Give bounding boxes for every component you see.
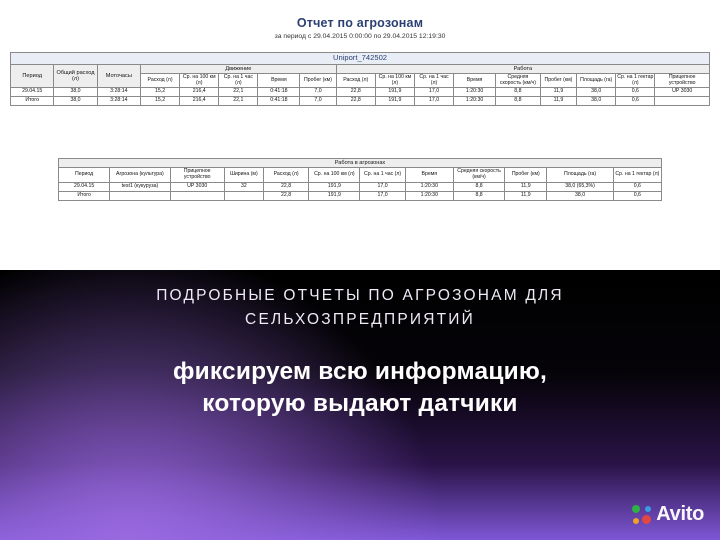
promo-headline-line2: которую выдают датчики [202, 390, 518, 418]
col-header-perha: Ср. на 1 гектар (л) [613, 168, 661, 183]
col-header-w-perhour: Ср. на 1 час (л) [414, 73, 453, 88]
cell-agrozone: test1 (кукуруза) [110, 182, 170, 191]
cell-period: 29.04.15 [11, 88, 54, 97]
promo-headline [173, 356, 547, 421]
cell-w-per100: 191,9 [375, 88, 414, 97]
cell-period: Итого [11, 97, 54, 106]
band-header-agrozone-work: Работа в агрозонах [59, 159, 662, 168]
col-header-area: Площадь (га) [547, 168, 613, 183]
cell-w-distance: 11,9 [540, 97, 576, 106]
col-header-w-area: Площадь (га) [577, 73, 616, 88]
col-header-implement: Прицепное устройство [655, 73, 710, 88]
agrozone-work-table [58, 158, 662, 201]
table-row-device [11, 53, 710, 65]
cell-agrozone [110, 191, 170, 200]
band-header-movement: Движение [140, 64, 336, 73]
cell-time: 1:20:30 [405, 182, 453, 191]
report-title: Отчет по агрозонам [296, 16, 424, 30]
col-header-implement: Прицепное устройство [170, 168, 224, 183]
table-row-bands [11, 64, 710, 73]
cell-fuel: 22,8 [264, 182, 309, 191]
col-header-time: Время [405, 168, 453, 183]
col-header-m-perhour: Ср. на 1 час (л) [219, 73, 258, 88]
agrozone-table-wrapper [58, 158, 662, 201]
cell-implement [655, 97, 710, 106]
col-header-per100: Ср. на 100 км (л) [309, 168, 360, 183]
col-header-fuel: Расход (л) [264, 168, 309, 183]
cell-w-per100: 191,9 [375, 97, 414, 106]
promo-kicker: ПОДРОБНЫЕ ОТЧЕТЫ ПО АГРОЗОНАМ ДЛЯ СЕЛЬХОЗПРЕДПРИЯТИЙ [156, 287, 564, 329]
cell-w-perha: 0,6 [616, 97, 655, 106]
col-header-w-fuel: Расход (л) [336, 73, 375, 88]
cell-w-distance: 11,9 [540, 88, 576, 97]
cell-perha: 0,6 [613, 182, 661, 191]
cell-perha: 0,6 [613, 191, 661, 200]
col-header-agrozone: Агрозона (культура) [110, 168, 170, 183]
col-header-avgspeed: Средняя скорость (км/ч) [453, 168, 504, 183]
col-header-distance: Пробег (км) [505, 168, 547, 183]
col-header-w-perha: Ср. на 1 гектар (л) [616, 73, 655, 88]
cell-fuel: 22,8 [264, 191, 309, 200]
col-header-width: Ширина (м) [224, 168, 263, 183]
cell-time: 1:20:30 [405, 191, 453, 200]
cell-w-fuel: 22,8 [336, 97, 375, 106]
col-header-period: Период [11, 64, 54, 88]
cell-width [224, 191, 263, 200]
band-header-work: Работа [336, 64, 709, 73]
avito-logo-icon [632, 505, 651, 524]
col-header-w-distance: Пробег (км) [540, 73, 576, 88]
cell-distance: 11,9 [505, 182, 547, 191]
cell-per100: 191,9 [309, 182, 360, 191]
cell-implement [170, 191, 224, 200]
col-header-engine-hours: Моточасы [97, 64, 140, 88]
table-row [59, 182, 662, 191]
cell-engine-hours: 3:28:14 [97, 97, 140, 106]
promo-headline-line1: фиксируем всю информацию, [173, 358, 547, 386]
table-row-headers [59, 168, 662, 183]
cell-w-perhour: 17,0 [414, 88, 453, 97]
report-period: за период с 29.04.2015 0:00:00 по 29.04.2015 12:19:30 [274, 33, 446, 40]
cell-w-area: 38,0 [577, 88, 616, 97]
cell-w-perhour: 17,0 [414, 97, 453, 106]
col-header-m-distance: Пробег (км) [300, 73, 336, 88]
col-header-w-time: Время [454, 73, 496, 88]
col-header-period: Период [59, 168, 110, 183]
device-name-cell: Uniport_742502 [11, 53, 710, 65]
cell-per100: 191,9 [309, 191, 360, 200]
cell-w-time: 1:20:30 [454, 88, 496, 97]
cell-implement: UP 3030 [655, 88, 710, 97]
cell-m-distance: 7,0 [300, 88, 336, 97]
cell-w-perha: 0,6 [616, 88, 655, 97]
cell-total-fuel: 38,0 [54, 88, 97, 97]
cell-m-perhour: 22,1 [219, 88, 258, 97]
promo-banner [0, 270, 720, 540]
cell-w-area: 38,0 [577, 97, 616, 106]
cell-w-time: 1:20:30 [454, 97, 496, 106]
cell-width: 32 [224, 182, 263, 191]
table-row-band [59, 159, 662, 168]
avito-watermark [632, 503, 704, 526]
cell-m-perhour: 22,1 [219, 97, 258, 106]
cell-m-time: 0:41:18 [258, 88, 300, 97]
col-header-w-per100: Ср. на 100 км (л) [375, 73, 414, 88]
cell-perhour: 17,0 [360, 191, 405, 200]
col-header-m-time: Время [258, 73, 300, 88]
movement-work-table [10, 52, 710, 106]
table-row-total [11, 97, 710, 106]
table-row-total [59, 191, 662, 200]
cell-m-fuel: 15,2 [140, 88, 179, 97]
cell-avgspeed: 8,8 [453, 191, 504, 200]
cell-m-time: 0:41:18 [258, 97, 300, 106]
movement-work-table-wrapper [10, 52, 710, 106]
cell-perhour: 17,0 [360, 182, 405, 191]
col-header-w-avgspeed: Средняя скорость (км/ч) [496, 73, 541, 88]
table-row [11, 88, 710, 97]
cell-implement: UP 3030 [170, 182, 224, 191]
col-header-perhour: Ср. на 1 час (л) [360, 168, 405, 183]
cell-avgspeed: 8,8 [453, 182, 504, 191]
avito-wordmark: Avito [656, 503, 704, 525]
col-header-m-fuel: Расход (л) [140, 73, 179, 88]
cell-distance: 11,9 [505, 191, 547, 200]
cell-period: 29.04.15 [59, 182, 110, 191]
cell-total-fuel: 38,0 [54, 97, 97, 106]
col-header-total-fuel: Общий расход (л) [54, 64, 97, 88]
cell-m-per100: 216,4 [180, 88, 219, 97]
cell-period: Итого [59, 191, 110, 200]
cell-area: 38,0 (65,3%) [547, 182, 613, 191]
cell-m-per100: 216,4 [180, 97, 219, 106]
cell-w-avgspeed: 8,8 [496, 88, 541, 97]
cell-w-fuel: 22,8 [336, 88, 375, 97]
col-header-m-per100: Ср. на 100 км (л) [180, 73, 219, 88]
cell-m-distance: 7,0 [300, 97, 336, 106]
cell-m-fuel: 15,2 [140, 97, 179, 106]
cell-engine-hours: 3:28:14 [97, 88, 140, 97]
cell-area: 38,0 [547, 191, 613, 200]
cell-w-avgspeed: 8,8 [496, 97, 541, 106]
